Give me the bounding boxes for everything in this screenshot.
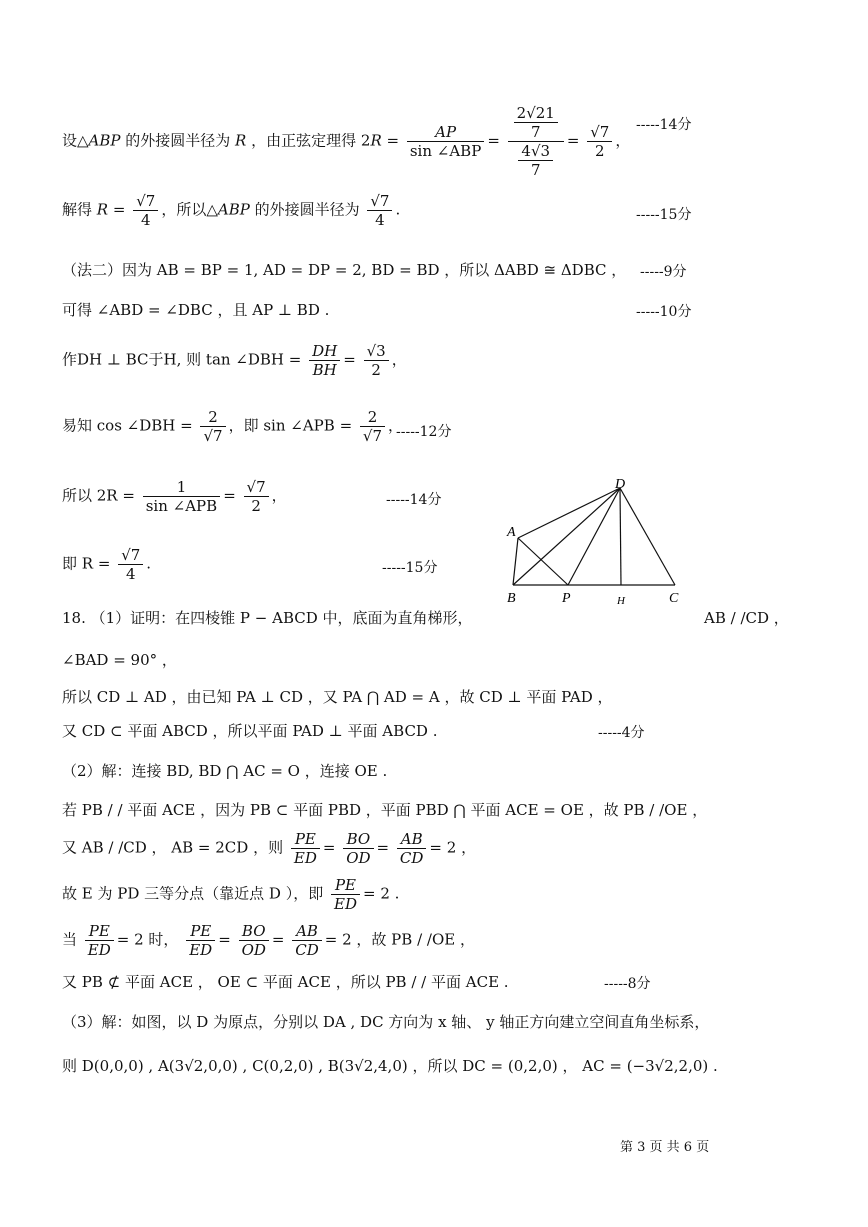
line-part2-connect: （2）解：连接 BD, BD ⋂ AC = O ，连接 OE . [62, 762, 388, 780]
fraction-ap-over-sin [407, 123, 484, 160]
fraction-bo-od [343, 830, 373, 867]
fraction-denominator: sin ∠APB [145, 497, 218, 515]
score-marker: -----14分 [636, 117, 692, 133]
segment-db [513, 488, 620, 585]
text-segment: 故 E 为 PD 三等分点（靠近点 D ），即 [62, 884, 324, 903]
score-marker: -----4分 [598, 725, 645, 741]
line-cd-perp-ad: 所以 CD ⊥ AD ，由已知 PA ⊥ CD ，又 PA ⋂ AD = A ，故 CD ⊥ 平面 PAD ， [62, 688, 613, 706]
fraction-denominator: 4 [125, 565, 136, 583]
fraction-denominator: 2 [251, 497, 261, 515]
text-segment: = 2 时， [116, 930, 179, 949]
line-pb-parallel-plane: 又 PB ⊄ 平面 ACE ， OE ⊂ 平面 ACE ，所以 PB / / 平面 ACE . [62, 973, 509, 991]
fraction-numerator: √7 [587, 123, 612, 142]
fraction-sqrt7-over-4 [133, 192, 158, 229]
fraction-numerator: BO [343, 830, 373, 849]
segment-dp [568, 488, 620, 585]
text-segment: . [146, 554, 152, 573]
fraction-numerator: PE [186, 922, 215, 941]
text-segment: ， [615, 131, 631, 150]
line-part3-coords: （3）解：如图，以 D 为原点，分别以 DA , DC 方向为 x 轴、 y 轴正方向建立空间直角坐标系， [62, 1013, 710, 1031]
fraction-numerator: 2 [200, 408, 225, 427]
score-marker: -----9分 [640, 264, 687, 280]
math-r: R [235, 131, 247, 150]
math-r: R = [96, 200, 126, 219]
fraction-pe-ed [331, 876, 360, 913]
text-segment: 解得 [62, 200, 97, 219]
text-segment: ， [388, 416, 404, 435]
segment-dh [620, 488, 621, 585]
fraction-numerator: AB [292, 922, 322, 941]
text-segment: ，由正弦定理得 2 [246, 131, 371, 150]
fraction-denominator: CD [399, 849, 424, 867]
text-segment: = 2 ，故 PB / /OE ， [324, 930, 475, 949]
fraction-sqrt7-over-2 [587, 123, 612, 160]
score-marker: -----12分 [396, 424, 452, 440]
text-segment: = [271, 930, 285, 949]
fraction-denominator [508, 142, 564, 179]
fraction-denominator: ED [189, 941, 213, 959]
fraction-numerator: BO [239, 922, 269, 941]
fraction-2-over-sqrt7 [200, 408, 225, 445]
fraction-numerator: √7 [118, 546, 143, 565]
fraction-numerator: 4√3 [518, 142, 553, 161]
text-segment: = [343, 350, 356, 369]
fraction-numerator: 2√21 [514, 104, 558, 123]
text-segment: = [322, 838, 336, 857]
segment-dc [620, 488, 675, 585]
fraction-denominator: CD [295, 941, 319, 959]
line-pb-parallel: 若 PB / / 平面 ACE ，因为 PB ⊂ 平面 PBD ，平面 PBD ⋂ 平面 ACE = OE ，故 PB / /OE ， [62, 801, 708, 819]
line-18-part1-parallel: AB / /CD ， [704, 609, 789, 627]
text-segment: 作DH ⊥ BC于H, 则 tan ∠DBH = [62, 350, 302, 369]
line-tan-dbh [62, 342, 407, 379]
segment-ab [513, 538, 518, 585]
fraction-denominator: OD [241, 941, 266, 959]
text-segment: 所以 2R = [62, 486, 135, 505]
text-segment: ， [391, 350, 407, 369]
line-2r [62, 478, 287, 515]
text-segment: = [381, 131, 400, 150]
line-plane-perp: 又 CD ⊂ 平面 ABCD ，所以平面 PAD ⊥ 平面 ABCD . [62, 722, 438, 740]
label-p: P [562, 591, 571, 606]
text-segment: = 2 ， [429, 838, 477, 857]
fraction-numerator: √7 [244, 478, 269, 497]
fraction-numerator: AP [407, 123, 484, 142]
line-angle-equal: 可得 ∠ABD = ∠DBC ，且 AP ⊥ BD . [62, 301, 330, 319]
math-abp: ABP [217, 200, 250, 219]
text-segment: ， [271, 486, 287, 505]
label-d: D [615, 477, 626, 492]
text-segment: = [376, 838, 390, 857]
fraction-numerator: √3 [364, 342, 389, 361]
line-angle-bad: ∠BAD = 90° ， [62, 651, 177, 669]
score-marker: -----15分 [636, 207, 692, 223]
fraction-numerator: PE [291, 830, 320, 849]
line-converse [62, 922, 475, 959]
score-marker: -----14分 [386, 492, 442, 508]
text-segment: 设△ [62, 131, 89, 150]
fraction-denominator: 4 [140, 211, 151, 229]
math-abp: ABP [88, 131, 121, 150]
fraction-denominator: OD [346, 849, 371, 867]
label-b: B [507, 591, 516, 606]
fraction-sqrt7-over-4 [367, 192, 392, 229]
fraction-dh-over-bh [309, 342, 340, 379]
line-cos-dbh [62, 408, 403, 445]
label-h: H [617, 595, 625, 607]
fraction-ab-cd [292, 922, 322, 959]
line-solve-r [62, 192, 400, 229]
score-marker: -----8分 [604, 976, 651, 992]
text-segment: 即 R = [62, 554, 111, 573]
label-a: A [507, 525, 516, 540]
line-coordinates: 则 D(0,0,0) , A(3√2,0,0) , C(0,2,0) , B(3√2,4,0) ，所以 DC = (0,2,0) ， AC = (−3√2,2,0) . [62, 1057, 718, 1075]
fraction-denominator: ED [334, 895, 357, 913]
line-method-two: （法二）因为 AB = BP = 1, AD = DP = 2, BD = BD ，所以 ΔABD ≅ ΔDBC ， [62, 261, 627, 279]
geometry-figure [495, 470, 695, 610]
fraction-denominator: sin ∠ABP [409, 142, 482, 160]
text-segment: 易知 cos ∠DBH = [62, 416, 193, 435]
segment-ap [518, 538, 568, 585]
fraction-1-over-sin [143, 478, 220, 515]
inner-fraction [514, 104, 558, 141]
text-segment: 的外接圆半径为 [120, 131, 236, 150]
fraction-numerator: AB [397, 830, 427, 849]
fraction-pe-ed [186, 922, 215, 959]
segment-da [518, 488, 620, 538]
compound-fraction [508, 104, 564, 179]
fraction-numerator: PE [331, 876, 360, 895]
fraction-denominator: √7 [362, 427, 383, 445]
fraction-2-over-sqrt7 [360, 408, 385, 445]
fraction-numerator: √7 [133, 192, 158, 211]
fraction-pe-ed [85, 922, 114, 959]
fraction-denominator: 4 [375, 211, 385, 229]
text-segment: 当 [62, 930, 78, 949]
line-r-result [62, 546, 151, 583]
fraction-numerator: DH [309, 342, 340, 361]
text-segment: = 2 . [362, 884, 400, 903]
score-marker: -----15分 [382, 560, 438, 576]
line-ratio [62, 830, 476, 867]
text-segment: = [223, 486, 236, 505]
text-segment: . [395, 200, 401, 219]
fraction-ab-cd [397, 830, 427, 867]
text-segment: ，所以△ [161, 200, 218, 219]
fraction-numerator: PE [85, 922, 114, 941]
label-c: C [669, 591, 679, 606]
fraction-sqrt7-over-2 [244, 478, 269, 515]
fraction-numerator: 2 [360, 408, 385, 427]
line-circumradius-setup: 设△ABP 的外接圆半径为 R ，由正弦定理得 2R = $\frac{AP}{\text{sin ∠ABP}}$ = $\frac{\frac{2√21}{7}}{\frac{4√3}{7}}$ = $\frac{√7}{2}$ ， [62, 104, 631, 179]
fraction-sqrt3-over-2 [364, 342, 389, 379]
text-segment: ，即 sin ∠APB = [228, 416, 353, 435]
fraction-denominator: 7 [530, 161, 541, 179]
fraction-denominator: √7 [203, 427, 223, 445]
inner-fraction [518, 142, 553, 179]
fraction-numerator: √7 [367, 192, 392, 211]
text-segment: 的外接圆半径为 [249, 200, 360, 219]
page-footer: 第 3 页 共 6 页 [620, 1140, 710, 1155]
text-segment: = [218, 930, 231, 949]
fraction-numerator [508, 104, 564, 142]
math-r: R [370, 131, 382, 150]
fraction-denominator: 2 [594, 142, 605, 160]
score-marker: -----10分 [636, 304, 692, 320]
fraction-denominator: ED [293, 849, 317, 867]
fraction-denominator: 2 [371, 361, 381, 379]
fraction-pe-ed [291, 830, 320, 867]
text-segment: 又 AB / /CD ， AB = 2CD ，则 [62, 838, 284, 857]
fraction-denominator: BH [312, 361, 337, 379]
fraction-sqrt7-over-4 [118, 546, 143, 583]
fraction-denominator: ED [87, 941, 111, 959]
fraction-bo-od [239, 922, 269, 959]
fraction-denominator: 7 [530, 123, 541, 141]
line-18-part1: 18. （1）证明：在四棱锥 P − ABCD 中，底面为直角梯形， [62, 609, 473, 627]
line-trisection [62, 876, 399, 913]
fraction-numerator: 1 [143, 478, 220, 497]
